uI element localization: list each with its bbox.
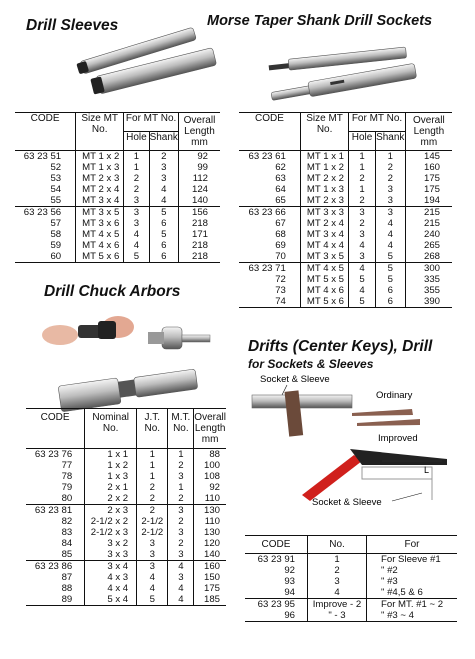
drill-sleeves-title: Drill Sleeves [26,17,119,34]
table-cell: 69 [275,240,286,251]
table-cell: 1 [359,151,365,162]
table-cell: 156 [191,207,208,218]
table-cell: 390 [423,296,440,307]
table-cell: 175 [423,184,440,195]
table-cell: MT 1 x 2 [82,151,120,162]
table-cell: " #3 [381,576,398,587]
table-cell: MT 2 x 2 [306,173,345,184]
table-cell: Overall Length mm [194,412,226,445]
table-cell: 218 [191,218,208,229]
table-row [15,195,220,207]
table-cell: 59 [50,240,62,251]
table-cell: 335 [423,274,440,285]
table-row [239,240,452,251]
table-cell: 2 [133,173,140,184]
table-cell: 4 [149,583,155,594]
table-cell: 110 [204,493,220,504]
drifts-diagram [232,375,457,515]
table-row [15,162,220,173]
table-cell: 2-1/2 x 2 [90,516,129,527]
table-cell: Size MT No. [81,113,119,135]
table-cell: 2-1/2 [141,527,164,538]
table-cell: 2 [387,173,393,184]
table-cell: 63 23 51 [23,151,62,162]
table-row [245,576,457,587]
table-cell: For MT. #1 ~ 2 [381,599,444,610]
table-cell: MT 4 x 4 [306,240,345,251]
table-row [26,527,226,538]
table-cell: 3 [161,162,167,173]
table-row [245,610,457,622]
table-cell: 160 [423,162,440,173]
table-cell: 2 [359,173,365,184]
table-cell: 2-1/2 x 3 [90,527,129,538]
table-cell: 92 [284,565,295,576]
table-row [245,554,457,566]
table-row [15,184,220,195]
table-cell: 89 [61,594,73,605]
table-row [15,229,220,240]
table-cell: 6 [161,251,167,262]
table-cell: 63 [275,173,286,184]
table-cell: For MT No. [351,113,403,124]
table-cell: Hole [351,132,373,143]
table-cell: MT 1 x 2 [306,162,345,173]
drill-sleeves-table [15,112,220,263]
table-cell: 6 [387,296,393,307]
table-cell: 3 [387,184,393,195]
table-row [239,195,452,207]
table-cell: 1 [133,162,140,173]
table-cell: 175 [423,173,440,184]
table-cell: " #4,5 & 6 [381,587,423,598]
table-cell: 4 [387,229,393,240]
table-cell: 140 [203,549,220,560]
table-cell: Size MT No. [306,113,343,135]
table-cell: MT 3 x 5 [306,251,345,262]
table-cell: 93 [284,576,295,587]
table-cell: M.T. No. [171,412,191,434]
table-cell: 2 [359,195,365,206]
table-cell: MT 1 x 3 [306,184,345,195]
table-cell: 92 [209,482,220,493]
table-cell: 74 [275,296,286,307]
table-row [239,296,452,308]
table-cell: " #2 [381,565,398,576]
table-row [245,565,457,576]
table-cell: 1 [387,151,393,162]
table-cell: 84 [61,538,73,549]
header-row [245,536,457,554]
table-cell: 3 [149,561,155,572]
table-cell: 2 x 2 [107,493,129,504]
table-cell: 65 [275,195,286,206]
table-cell: 63 23 71 [248,263,286,274]
table-cell: MT 3 x 3 [306,207,345,218]
table-cell: 240 [423,229,440,240]
table-cell: 194 [423,195,440,206]
table-cell: 4 [387,218,393,229]
table-cell: 4 [161,184,167,195]
table-cell: 171 [191,229,208,240]
table-cell: 63 23 56 [23,207,62,218]
table-cell: MT 4 x 6 [306,285,345,296]
table-cell: 1 [334,554,340,565]
table-cell: 96 [284,610,295,621]
table-cell: MT 5 x 6 [306,296,345,307]
table-row [239,207,452,219]
table-cell: 160 [203,561,220,572]
table-cell: No. [329,539,345,550]
table-cell: 5 [387,251,393,262]
table-cell: 218 [191,251,208,262]
table-cell: 63 23 91 [257,554,295,565]
table-cell: 2 [161,151,167,162]
table-cell: 2 [178,493,184,504]
table-cell: 72 [275,274,286,285]
table-row [26,460,226,471]
table-cell: CODE [40,412,70,423]
table-cell: 130 [203,505,220,516]
table-cell: 2 x 1 [107,482,129,493]
improved-label: Improved [378,433,418,444]
table-cell: 3 x 3 [107,549,129,560]
table-cell: 5 [161,207,167,218]
table-cell: 99 [197,162,208,173]
table-cell: 3 [149,549,155,560]
table-cell: 5 [161,229,167,240]
table-cell: 112 [192,173,208,184]
table-cell: 2 [149,482,155,493]
table-cell: 215 [423,207,440,218]
table-cell: 5 [387,263,393,274]
table-row [239,263,452,275]
table-cell: For MT No. [125,113,177,124]
table-row [239,251,452,263]
table-cell: 68 [275,229,286,240]
table-cell: 120 [203,538,220,549]
table-row [26,549,226,561]
table-cell: Overall Length mm [413,115,445,148]
table-cell: MT 4 x 6 [82,240,120,251]
table-cell: 2 [149,505,155,516]
table-cell: 140 [191,195,208,206]
table-cell: Improve - 2 [312,599,362,610]
arbors-title: Drill Chuck Arbors [44,283,181,300]
arbors-image [38,305,218,405]
table-cell: 2 [359,218,365,229]
table-cell: 2 [178,538,184,549]
table-cell: 100 [203,460,220,471]
table-cell: 4 [334,587,340,598]
sockets-image [268,35,428,100]
table-cell: MT 5 x 6 [82,251,120,262]
table-row [15,151,220,163]
table-cell: 58 [50,229,62,240]
table-cell: CODE [254,113,284,124]
table-cell: Hole [126,132,147,143]
table-cell: 3 x 4 [107,561,129,572]
table-cell: 3 x 2 [107,538,129,549]
table-cell: 62 [275,162,286,173]
table-cell: MT 2 x 4 [82,184,120,195]
arbors-table [26,408,226,606]
table-cell: 80 [61,493,73,504]
header-row [15,113,220,132]
drifts-table [245,535,457,622]
table-cell: 55 [50,195,62,206]
table-cell: 63 23 66 [248,207,286,218]
table-cell: 2 [178,516,184,527]
table-cell: 2 [149,493,155,504]
table-cell: 110 [204,516,220,527]
table-cell: 4 [161,195,167,206]
table-row [26,493,226,505]
table-cell: 77 [61,460,73,471]
table-cell: CODE [261,539,291,550]
table-cell: 5 [387,274,393,285]
table-cell: 5 [359,274,365,285]
table-row [239,218,452,229]
table-cell: 2 [334,565,340,576]
table-cell: 4 [178,561,184,572]
table-row [239,285,452,296]
table-cell: MT 4 x 5 [306,263,345,274]
table-row [245,599,457,611]
drill-sleeves-image [70,30,220,95]
table-cell: MT 3 x 4 [306,229,345,240]
table-cell: 5 [133,251,140,262]
table-cell: 150 [203,572,220,583]
table-cell: 4 [133,240,140,251]
table-cell: 218 [191,240,208,251]
table-cell: Shank [376,132,405,143]
table-row [26,594,226,606]
table-row [239,162,452,173]
table-cell: 300 [423,263,440,274]
header-row [26,409,226,449]
table-cell: 70 [275,251,286,262]
table-cell: Nominal No. [92,412,130,434]
table-cell: MT 2 x 3 [306,195,345,206]
table-cell: 3 [178,505,184,516]
table-row [26,572,226,583]
table-row [26,449,226,461]
table-row [15,173,220,184]
table-cell: 3 [359,229,365,240]
table-cell: 355 [423,285,440,296]
table-row [239,229,452,240]
table-cell: 3 [178,572,184,583]
table-cell: 3 [161,173,167,184]
table-cell: " #3 ~ 4 [381,610,415,621]
table-cell: 52 [50,162,62,173]
table-cell: 1 x 1 [107,449,129,460]
table-cell: 94 [284,587,295,598]
table-cell: MT 3 x 6 [82,218,120,229]
table-cell: 4 [359,240,365,251]
table-cell: 64 [275,184,286,195]
table-cell: 2 [387,162,393,173]
table-cell: 145 [423,151,440,162]
table-cell: 85 [61,549,73,560]
table-cell: 5 [149,594,155,605]
table-row [26,583,226,594]
table-cell: 3 [133,207,140,218]
table-cell: 63 23 76 [34,449,73,460]
table-cell: 2-1/2 [141,516,164,527]
table-cell: 4 [359,263,365,274]
table-cell: MT 1 x 1 [306,151,345,162]
table-cell: 4 [359,285,365,296]
table-cell: 108 [203,471,220,482]
table-cell: 5 [359,296,365,307]
table-row [15,218,220,229]
table-cell: 1 [149,471,155,482]
ordinary-label: Ordinary [376,390,413,401]
table-cell: 4 [149,572,155,583]
table-cell: For Sleeve #1 [381,554,441,565]
table-cell: 88 [61,583,73,594]
table-cell: 3 [178,471,184,482]
table-cell: 78 [61,471,73,482]
table-cell: 82 [61,516,73,527]
table-cell: 130 [203,527,220,538]
table-cell: 3 [178,527,184,538]
table-cell: 4 [133,229,140,240]
table-cell: Shank [149,132,178,143]
table-cell: 1 [178,482,184,493]
table-cell: 3 [387,207,393,218]
table-row [239,184,452,195]
drifts-title: Drifts (Center Keys), Drill [248,338,433,355]
table-cell: 3 [133,218,140,229]
table-cell: 79 [61,482,73,493]
table-cell: MT 1 x 3 [82,162,120,173]
table-cell: 175 [203,583,220,594]
table-cell: 2 x 3 [107,505,129,516]
table-row [26,516,226,527]
table-cell: J.T. No. [144,412,161,434]
table-cell: 4 [387,240,393,251]
table-cell: Overall Length mm [183,115,216,148]
table-cell: 5 x 4 [107,594,129,605]
table-cell: 60 [50,251,62,262]
table-cell: 87 [61,572,73,583]
table-cell: 54 [50,184,62,195]
table-cell: 1 [149,449,155,460]
table-row [15,207,220,219]
table-cell: 4 x 3 [107,572,129,583]
table-cell: MT 5 x 5 [306,274,345,285]
table-row [26,482,226,493]
sockets-table [239,112,452,308]
table-cell: 1 [359,184,365,195]
table-cell: 63 23 86 [34,561,73,572]
table-cell: 215 [423,218,440,229]
table-cell: 1 [359,162,365,173]
table-cell: MT 2 x 3 [82,173,120,184]
table-cell: 3 [178,549,184,560]
table-cell: 268 [423,251,440,262]
table-cell: 6 [161,218,167,229]
table-cell: 57 [50,218,62,229]
header-row [239,113,452,132]
table-cell: 88 [209,449,220,460]
table-cell: 4 [178,594,184,605]
socket-sleeve-label-2: Socket & Sleeve [312,497,382,508]
table-cell: 4 x 4 [107,583,129,594]
table-row [245,587,457,599]
table-cell: 67 [275,218,286,229]
table-cell: 1 x 2 [107,460,129,471]
table-cell: CODE [30,113,60,124]
table-cell: 124 [191,184,208,195]
sockets-title: Morse Taper Shank Drill Sockets [207,13,433,29]
table-cell: 185 [203,594,220,605]
table-cell: 92 [197,151,208,162]
table-cell: 63 23 81 [34,505,73,516]
table-cell: 1 [178,449,184,460]
table-row [15,240,220,251]
table-cell: 53 [50,173,62,184]
table-row [239,274,452,285]
table-row [26,538,226,549]
table-cell: MT 2 x 4 [306,218,345,229]
table-cell: 63 23 95 [257,599,295,610]
table-cell: 3 [133,195,140,206]
table-cell: 63 23 61 [248,151,286,162]
table-cell: 3 [359,251,365,262]
table-cell: 3 [387,195,393,206]
table-cell: 3 [359,207,365,218]
table-cell: 1 [133,151,140,162]
table-row [26,505,226,517]
table-cell: 6 [161,240,167,251]
table-cell: 83 [61,527,73,538]
dim-l-label: L [424,465,430,475]
drifts-subtitle: for Sockets & Sleeves [248,357,374,371]
table-cell: 2 [133,184,140,195]
table-cell: MT 3 x 4 [82,195,120,206]
table-cell: 73 [275,285,286,296]
table-cell: " - 3 [328,610,346,621]
table-cell: MT 4 x 5 [82,229,120,240]
table-cell: 1 x 3 [107,471,129,482]
table-row [15,251,220,263]
table-cell: 265 [423,240,440,251]
table-cell: 4 [178,583,184,594]
table-cell: For [404,539,420,550]
table-cell: 3 [149,538,155,549]
table-row [239,151,452,163]
table-row [26,561,226,573]
table-cell: 6 [387,285,393,296]
table-row [239,173,452,184]
table-cell: 3 [334,576,340,587]
table-cell: 1 [149,460,155,471]
socket-sleeve-label-1: Socket & Sleeve [260,374,330,385]
table-row [26,471,226,482]
table-cell: MT 3 x 5 [82,207,120,218]
table-cell: 2 [178,460,184,471]
